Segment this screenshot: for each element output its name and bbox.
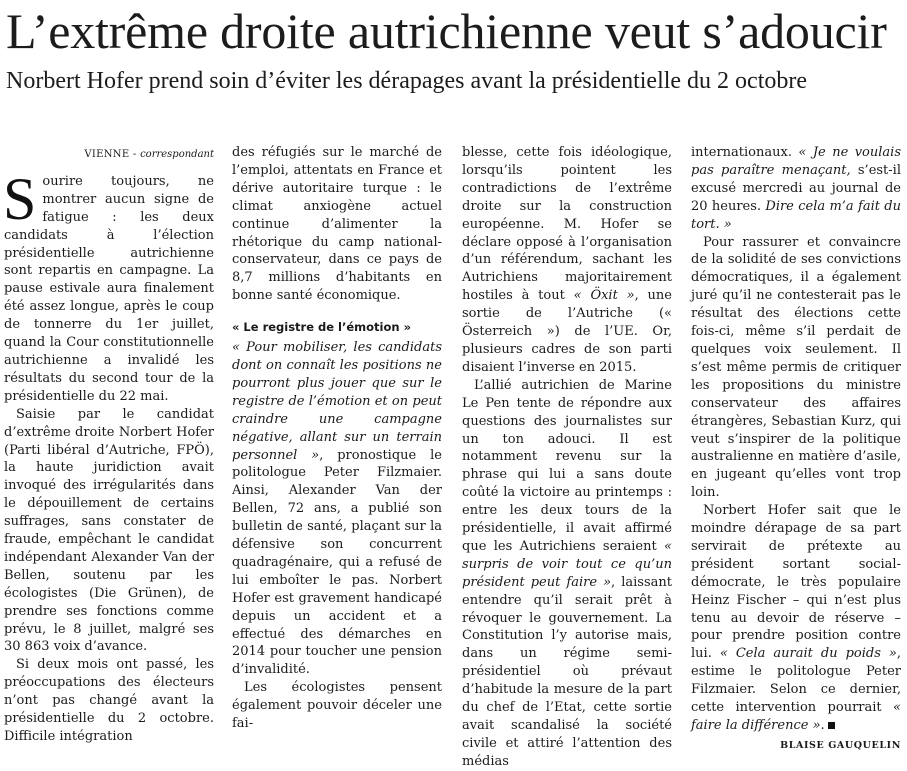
quote: « Pour mobiliser, les candidats dont on connaît les positions ne pourront plus jouer que sur le registre de l’émotion et on peut craindre une campagne négative, allant sur un terrain personnel » — [232, 340, 442, 463]
paragraph: Les écologistes pensent également pouvoir déceler une fai- — [232, 680, 442, 732]
paragraph-text: , pronostique le politologue Peter Filzmaier. Ainsi, Alexander Van der Bellen, 72 ans, a publié son bulletin de santé, plaçant sur la défensive son concurrent quadragénaire, qui a refusé de lui emboîter le pas. Norbert Hofer est gravement handicapé depuis un accident et a effectué des démarches en 2014 pour toucher une pension d’invalidité. — [232, 447, 442, 678]
quote: « Cela aurait du poids » — [719, 646, 897, 662]
quote: « Öxit » — [573, 288, 635, 304]
dateline-role: correspondant — [140, 149, 214, 160]
section-subhead: « Le registre de l’émotion » — [232, 320, 412, 335]
paragraph: Si deux mois ont passé, les préoccupations des électeurs n’ont pas changé avant la présidentielle du 2 octobre. Difficile intégration — [4, 657, 214, 744]
paragraph: des réfugiés sur le marché de l’emploi, attentats en France et dérive autoritaire turque : le climat anxiogène actuel continue d’alimenter la rhétorique du camp national-conservateur, dans ce pays de 8,7 millions d’habitants en bonne santé économique. — [232, 145, 442, 304]
paragraph — [3, 165, 214, 406]
column-1 — [3, 144, 214, 744]
paragraph-text: , estime le politologue Peter Filzmaier. Selon ce dernier, cette intervention pourrait — [691, 646, 901, 716]
paragraph — [232, 339, 442, 679]
dateline-separator: - — [129, 149, 141, 160]
column-2 — [232, 144, 442, 732]
paragraph-text: Norbert Hofer sait que le moindre dérapage de sa part servirait de prétexte au président sortant social-démocrate, le très populaire Heinz Fischer – qui n’est plus tenu au devoir de réserve – pour prendre position contre lui. — [691, 503, 901, 662]
paragraph-text: , laissant entendre qu’il serait prêt à révoquer le gouvernement. La Constitution l’y autorise mais, dans un régime semi-présidentiel où prévaut d’habitude la mesure de la part du chef de l’Etat, cette sortie avait scandalisé la société civile et attiré l’attention des médias — [462, 574, 672, 769]
paragraph-text: s’est-il excusé mercredi au journal de 20 heures. — [691, 162, 901, 214]
author-byline: BLAISE GAUQUELIN — [780, 739, 901, 751]
quote: Dire cela m’a fait du tort. » — [691, 198, 901, 232]
paragraph-text: ourire toujours, ne montrer aucun signe de fatigue : les deux candidats à l’élection présidentielle autrichienne sont repartis en campagne. La pause estivale aura finalement été assez longue, après le coup de tonnerre du 1er juillet, quand la Cour constitutionnelle autrichienne a invalidé les résultats du second tour de la présidentielle du 22 mai. — [4, 173, 214, 404]
paragraph — [691, 144, 901, 234]
column-4 — [691, 144, 901, 751]
quote: « Je ne voulais pas paraître menaçant, — [691, 145, 901, 178]
paragraph-text: , une sortie de l’Autriche (« Österreich ») de l’UE. Or, plusieurs cadres de son parti disaient l’inverse en 2015. — [462, 288, 672, 375]
dateline-place: VIENNE — [84, 149, 130, 160]
paragraph-text: . — [820, 718, 825, 733]
paragraph: Saisie par le candidat d’extrême droite Norbert Hofer (Parti libéral d’Autriche, FPÖ), la haute juridiction avait invoqué des irrégularités dans le dépouillement de certains suffrages, sans constater de fraude, empêchant le candidat indépendant Alexander Van der Bellen, soutenu par les écologistes (Die Grünen), de prendre ses fonctions comme prévu, le 8 juillet, malgré ses 30 863 voix d’avance. — [4, 406, 214, 655]
paragraph — [462, 144, 672, 377]
subheadline: Norbert Hofer prend soin d’éviter les dérapages avant la présidentielle du 2 octobre — [6, 68, 808, 94]
paragraph-text: blesse, cette fois idéologique, lorsqu’ils pointent les contradictions de l’extrême droite sur la construction européenne. M. Hofer se déclare opposé à l’organisation d’un référendum, sachant les Autrichiens majoritairement hostiles à tout — [462, 145, 672, 304]
paragraph: Pour rassurer et convaincre de la solidité de ses convictions démocratiques, il a également juré qu’il ne contesterait pas le résultat des élections cette fois-ci, même s’il perdait de quelques voix seulement. Il s’est même permis de critiquer les propositions du ministre conservateur des affaires étrangères, Sebastian Kurz, qui veut s’inspirer de la politique australienne en matière d’asile, en jugeant qu’elles vont trop loin. — [691, 234, 901, 501]
end-mark-icon — [828, 722, 835, 729]
drop-cap: S — [3, 165, 37, 232]
quote: « surpris de voir tout ce qu’un président peut faire » — [462, 538, 672, 590]
dateline — [4, 146, 214, 164]
paragraph-text: L’allié autrichien de Marine Le Pen tente de répondre aux questions des journalistes sur un ton adouci. Il est notamment revenu sur la phrase qui lui a sans doute coûté la victoire au printemps : entre les deux tours de la présidentielle, il avait affirmé que les Autrichiens seraient — [462, 377, 672, 554]
paragraph-text: internationaux. — [691, 145, 799, 160]
headline: L’extrême droite autrichienne veut s’adoucir — [6, 3, 887, 59]
paragraph — [462, 377, 672, 771]
paragraph — [691, 502, 901, 735]
column-3 — [462, 144, 672, 769]
quote: « faire la différence » — [691, 700, 901, 733]
